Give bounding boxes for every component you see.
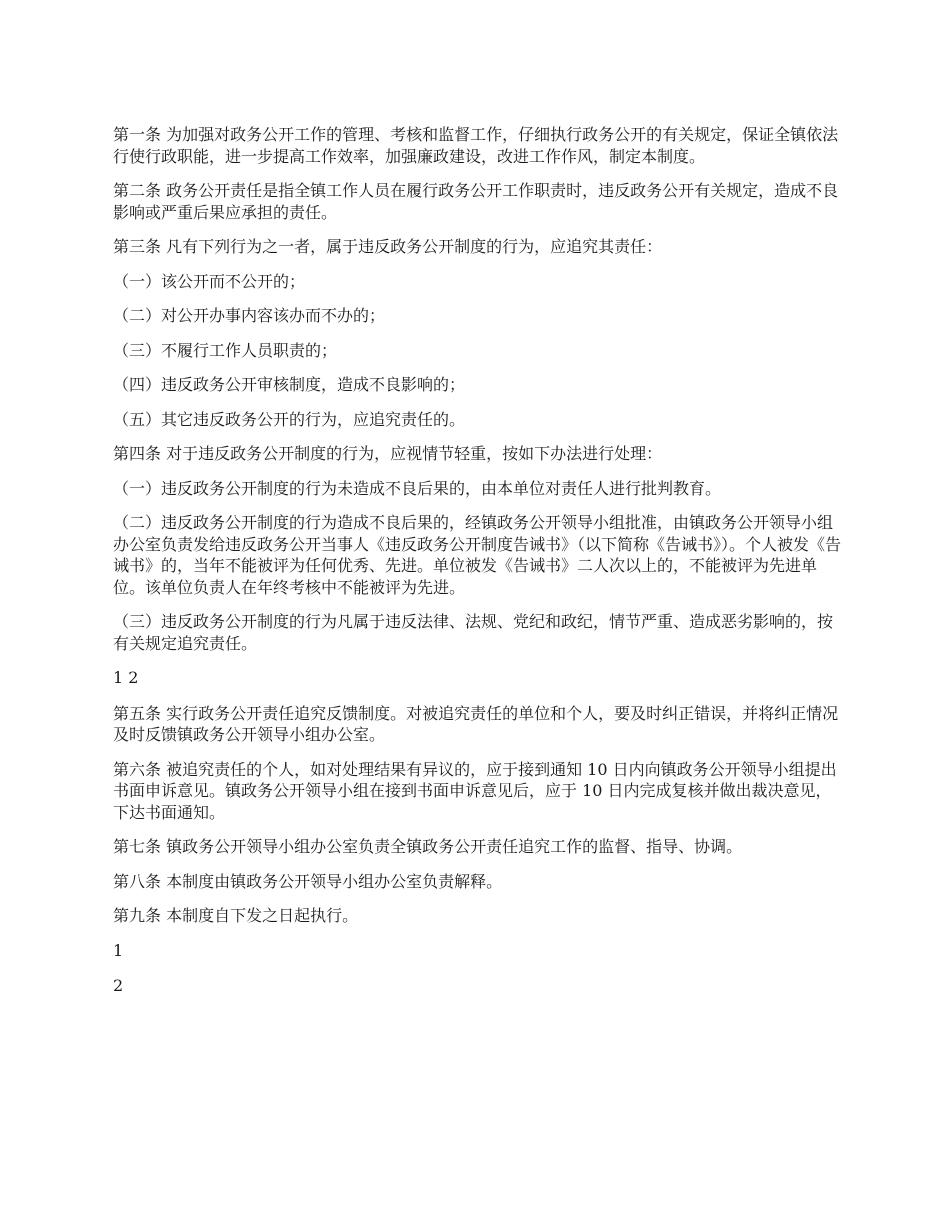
article-3-item-2: （二）对公开办事内容该办而不办的；: [113, 306, 386, 325]
page-number-line: 1 2: [113, 668, 139, 687]
article-4: 第四条 对于违反政务公开制度的行为，应视情节轻重，按如下办法进行处理：: [113, 444, 663, 463]
article-1: 第一条 为加强对政务公开工作的管理、考核和监督工作，仔细执行政务公开的有关规定，保证全镇依法行使行政职能，进一步提高工作效率，加强廉政建设，改进工作作风，制定本制度。: [113, 125, 839, 166]
page-number-1: 1: [113, 940, 124, 960]
article-9: 第九条 本制度自下发之日起执行。: [113, 906, 359, 925]
article-3-item-5: （五）其它违反政务公开的行为，应追究责任的。: [113, 409, 466, 429]
article-8: 第八条 本制度由镇政务公开领导小组办公室负责解释。: [113, 871, 503, 891]
article-5: 第五条 实行政务公开责任追究反馈制度。对被追究责任的单位和个人，要及时纠正错误，并将纠正情况及时反馈镇政务公开领导小组办公室。: [113, 703, 839, 744]
article-4-item-1: （一）违反政务公开制度的行为未造成不良后果的，由本单位对责任人进行批判教育。: [113, 478, 722, 498]
article-3-item-4: （四）违反政务公开审核制度，造成不良影响的；: [113, 375, 466, 394]
article-3: 第三条 凡有下列行为之一者，属于违反政务公开制度的行为，应追究其责任：: [113, 237, 663, 256]
article-7: 第七条 镇政务公开领导小组办公室负责全镇政务公开责任追究工作的监督、指导、协调。: [113, 837, 743, 856]
article-6: 第六条 被追究责任的个人，如对处理结果有异议的，应于接到通知 10 日内向镇政务公开领导小组提出书面申诉意见。镇政务公开领导小组在接到书面申诉意见后，应于 10 日内完成复核并做出裁决意见，下达书面通知。: [113, 759, 837, 822]
article-4-item-2: （二）违反政务公开制度的行为造成不良后果的，经镇政务公开领导小组批准，由镇政务公开领导小组办公室负责发给违反政务公开当事人《违反政务公开制度告诫书》（以下简称《告诫书》）。个人被发《告诫书》的，当年不能被评为任何优秀、先进。单位被发《告诫书》二人次以上的，不能被评为先进单位。该单位负责人在年终考核中不能被评为先进。: [113, 513, 842, 597]
article-4-item-3: （三）违反政务公开制度的行为凡属于违反法律、法规、党纪和政纪，情节严重、造成恶劣影响的，按有关规定追究责任。: [113, 612, 834, 653]
document-body: [113, 124, 843, 1011]
article-3-item-3: （三）不履行工作人员职责的；: [113, 340, 338, 360]
article-2: 第二条 政务公开责任是指全镇工作人员在履行政务公开工作职责时，违反政务公开有关规定，造成不良影响或严重后果应承担的责任。: [113, 181, 839, 222]
page-number-2: 2: [113, 976, 124, 995]
article-3-item-1: （一）该公开而不公开的；: [113, 271, 306, 291]
